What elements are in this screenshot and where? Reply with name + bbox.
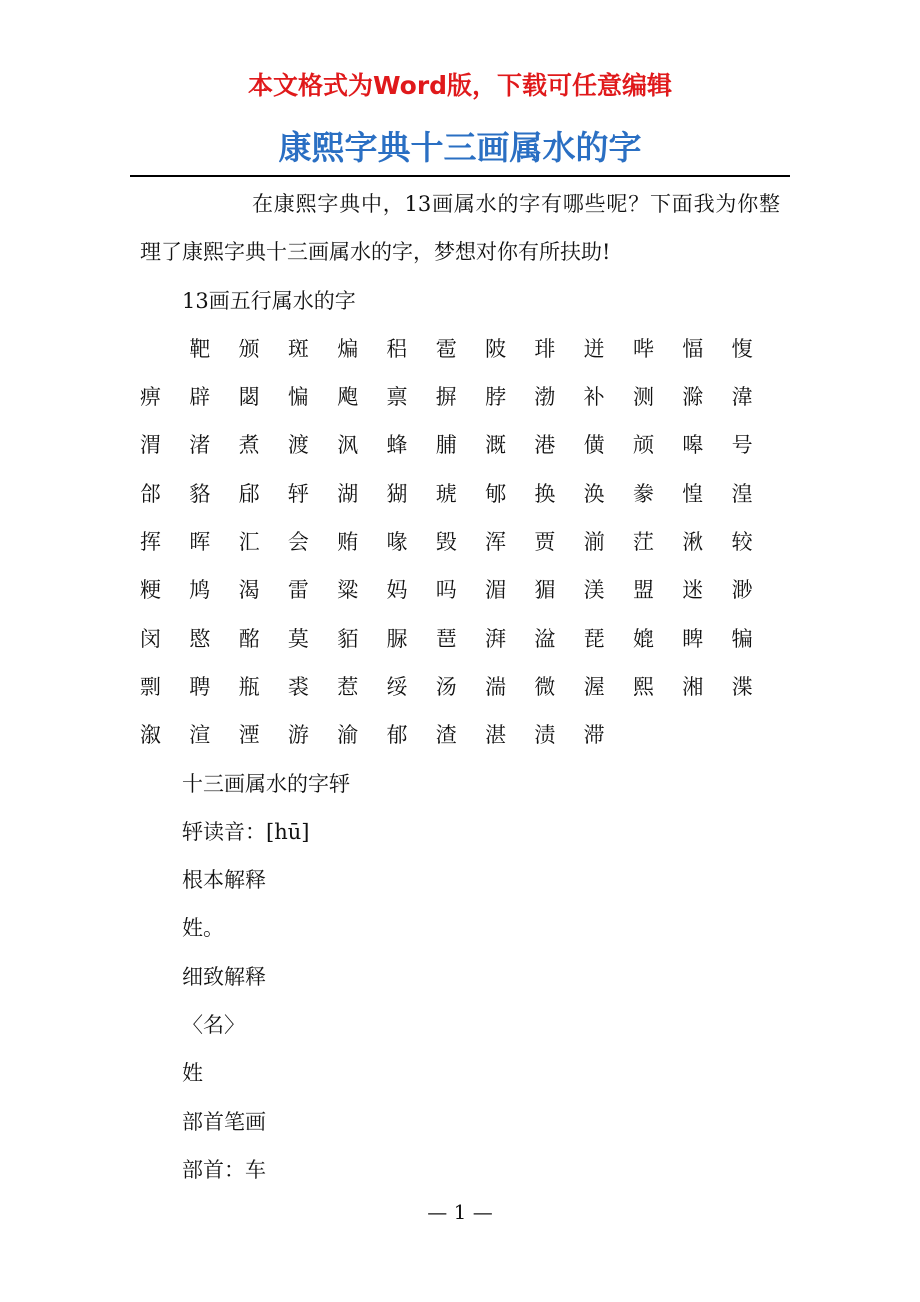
character-cell: 沨 <box>337 433 359 458</box>
character-cell: 陂 <box>485 336 507 361</box>
character-cell: 嗥 <box>682 433 704 458</box>
character-cell: 脲 <box>386 626 408 651</box>
character-cell: 渭 <box>140 433 161 458</box>
character-cell: 微 <box>534 674 556 699</box>
character-cell <box>140 325 161 373</box>
character-cell: 滞 <box>583 723 605 748</box>
character-cell: 迷 <box>682 578 704 603</box>
character-cell: 猸 <box>534 578 556 603</box>
basic-text: 姓。 <box>182 916 224 941</box>
character-cell: 郃 <box>140 481 161 506</box>
character-cell: 颁 <box>238 336 260 361</box>
character-cell: 愎 <box>731 336 753 361</box>
character-cell: 僙 <box>583 433 605 458</box>
character-cell: 挥 <box>140 530 161 555</box>
page-title: 康熙字典十三画属水的字 <box>278 128 642 167</box>
character-cell: 湔 <box>583 530 605 555</box>
character-cell: 贾 <box>534 530 556 555</box>
character-cell: 煮 <box>238 433 260 458</box>
character-cell: 湟 <box>731 481 753 506</box>
character-cell: 聘 <box>189 674 211 699</box>
character-cell: 脖 <box>485 385 507 410</box>
character-cell: 靶 <box>189 336 211 361</box>
title-divider <box>130 175 790 177</box>
character-cell: 换 <box>534 481 556 506</box>
character-cell: 愊 <box>682 336 704 361</box>
character-cell: 较 <box>731 530 753 555</box>
character-cell: 绥 <box>386 674 408 699</box>
character-cell: 摒 <box>435 385 457 410</box>
character-cell: 闵 <box>140 626 161 651</box>
character-cell: 吗 <box>435 578 457 603</box>
character-cell: 湍 <box>485 674 507 699</box>
character-cell: 禀 <box>386 385 408 410</box>
part-of-speech: 〈名〉 <box>182 1013 245 1038</box>
character-cell: 惹 <box>337 674 359 699</box>
character-cell: 豢 <box>632 481 654 506</box>
character-cell: 郁 <box>386 723 408 748</box>
character-cell: 毁 <box>435 530 457 555</box>
character-cell: 雹 <box>435 336 457 361</box>
character-cell: 渼 <box>583 578 605 603</box>
character-cell: 浑 <box>485 530 507 555</box>
character-cell: 溆 <box>140 723 161 748</box>
character-cell: 涣 <box>583 481 605 506</box>
character-cell: 湫 <box>682 530 704 555</box>
character-cell: 渚 <box>189 433 211 458</box>
character-cell: 游 <box>287 723 309 748</box>
character-cell: 稆 <box>386 336 408 361</box>
basic-heading: 根本解释 <box>182 868 266 893</box>
entry-heading: 十三画属水的字轷 <box>182 771 350 796</box>
character-cell: 痹 <box>140 385 161 410</box>
character-cell: 郈 <box>238 481 260 506</box>
character-cell: 汤 <box>435 674 457 699</box>
character-cell: 滁 <box>682 385 704 410</box>
section-heading: 13画五行属水的字 <box>182 288 356 313</box>
detail-heading: 细致解释 <box>182 964 266 989</box>
character-cell: 湄 <box>485 578 507 603</box>
character-cell: 渫 <box>731 674 753 699</box>
character-cell: 汇 <box>238 530 260 555</box>
character-cell: 熙 <box>632 674 654 699</box>
character-cell: 莫 <box>287 626 309 651</box>
character-cell: 测 <box>632 385 654 410</box>
character-cell: 犏 <box>731 626 753 651</box>
character-cell: 斑 <box>287 336 309 361</box>
character-cell: 港 <box>534 433 556 458</box>
format-banner: 本文格式为Word版，下载可任意编辑 <box>247 71 673 100</box>
character-cell: 湓 <box>534 626 556 651</box>
character-cell: 号 <box>731 433 753 458</box>
radical-line: 部首：车 <box>182 1157 266 1182</box>
character-grid <box>140 325 780 760</box>
character-cell: 喙 <box>386 530 408 555</box>
page-number: — 1 — <box>427 1200 493 1224</box>
character-cell: 琵 <box>583 626 605 651</box>
character-cell: 盟 <box>632 578 654 603</box>
character-cell: 轷 <box>287 481 309 506</box>
character-cell: 煸 <box>337 336 359 361</box>
character-cell: 溉 <box>485 433 507 458</box>
character-cell: 愍 <box>189 626 211 651</box>
character-cell: 郇 <box>485 481 507 506</box>
character-cell: 雷 <box>287 578 309 603</box>
character-cell: 惼 <box>287 385 309 410</box>
character-cell: 媲 <box>632 626 654 651</box>
character-cell: 琶 <box>435 626 457 651</box>
reading-line: 轷读音：[hū] <box>182 819 310 844</box>
character-cell: 贿 <box>337 530 359 555</box>
character-cell: 迸 <box>583 336 605 361</box>
character-cell: 瓶 <box>238 674 260 699</box>
detail-text: 姓 <box>182 1061 203 1086</box>
character-cell: 粱 <box>337 578 359 603</box>
character-cell: 琲 <box>534 336 556 361</box>
character-cell: 会 <box>287 530 309 555</box>
character-cell: 剽 <box>140 674 161 699</box>
character-cell: 琥 <box>435 481 457 506</box>
character-cell: 渴 <box>238 578 260 603</box>
character-cell: 渲 <box>189 723 211 748</box>
character-cell: 妈 <box>386 578 408 603</box>
character-cell: 渍 <box>534 723 556 748</box>
character-cell: 閟 <box>238 385 260 410</box>
character-cell: 渤 <box>534 385 556 410</box>
radical-heading: 部首笔画 <box>182 1109 266 1134</box>
character-cell: 蜂 <box>386 433 408 458</box>
character-cell: 睥 <box>682 626 704 651</box>
character-cell: 辟 <box>189 385 211 410</box>
character-cell: 湖 <box>337 481 359 506</box>
character-cell: 惶 <box>682 481 704 506</box>
character-cell: 渡 <box>287 433 309 458</box>
character-cell: 鸠 <box>189 578 211 603</box>
character-cell: 湃 <box>485 626 507 651</box>
character-cell: 脯 <box>435 433 457 458</box>
character-cell: 湛 <box>485 723 507 748</box>
character-cell: 湘 <box>682 674 704 699</box>
character-cell: 晖 <box>189 530 211 555</box>
character-cell: 貉 <box>189 481 211 506</box>
character-cell: 粳 <box>140 578 161 603</box>
character-cell: 茳 <box>632 530 654 555</box>
character-cell: 颃 <box>632 433 654 458</box>
character-cell: 渝 <box>337 723 359 748</box>
character-cell: 哔 <box>632 336 654 361</box>
character-cell: 湋 <box>731 385 753 410</box>
character-cell: 渺 <box>731 578 753 603</box>
character-cell: 猢 <box>386 481 408 506</box>
character-cell: 湮 <box>238 723 260 748</box>
intro-paragraph: 在康熙字典中，13画属水的字有哪些呢？下面我为你整理了康熙字典十三画属水的字，梦想对你有所扶助! <box>140 192 780 265</box>
character-cell: 渥 <box>583 674 605 699</box>
character-cell: 裘 <box>287 674 309 699</box>
character-cell: 酩 <box>238 626 260 651</box>
document-body <box>140 180 780 1194</box>
character-cell: 貊 <box>337 626 359 651</box>
character-cell: 飑 <box>337 385 359 410</box>
character-cell: 补 <box>583 385 605 410</box>
character-cell: 渣 <box>435 723 457 748</box>
